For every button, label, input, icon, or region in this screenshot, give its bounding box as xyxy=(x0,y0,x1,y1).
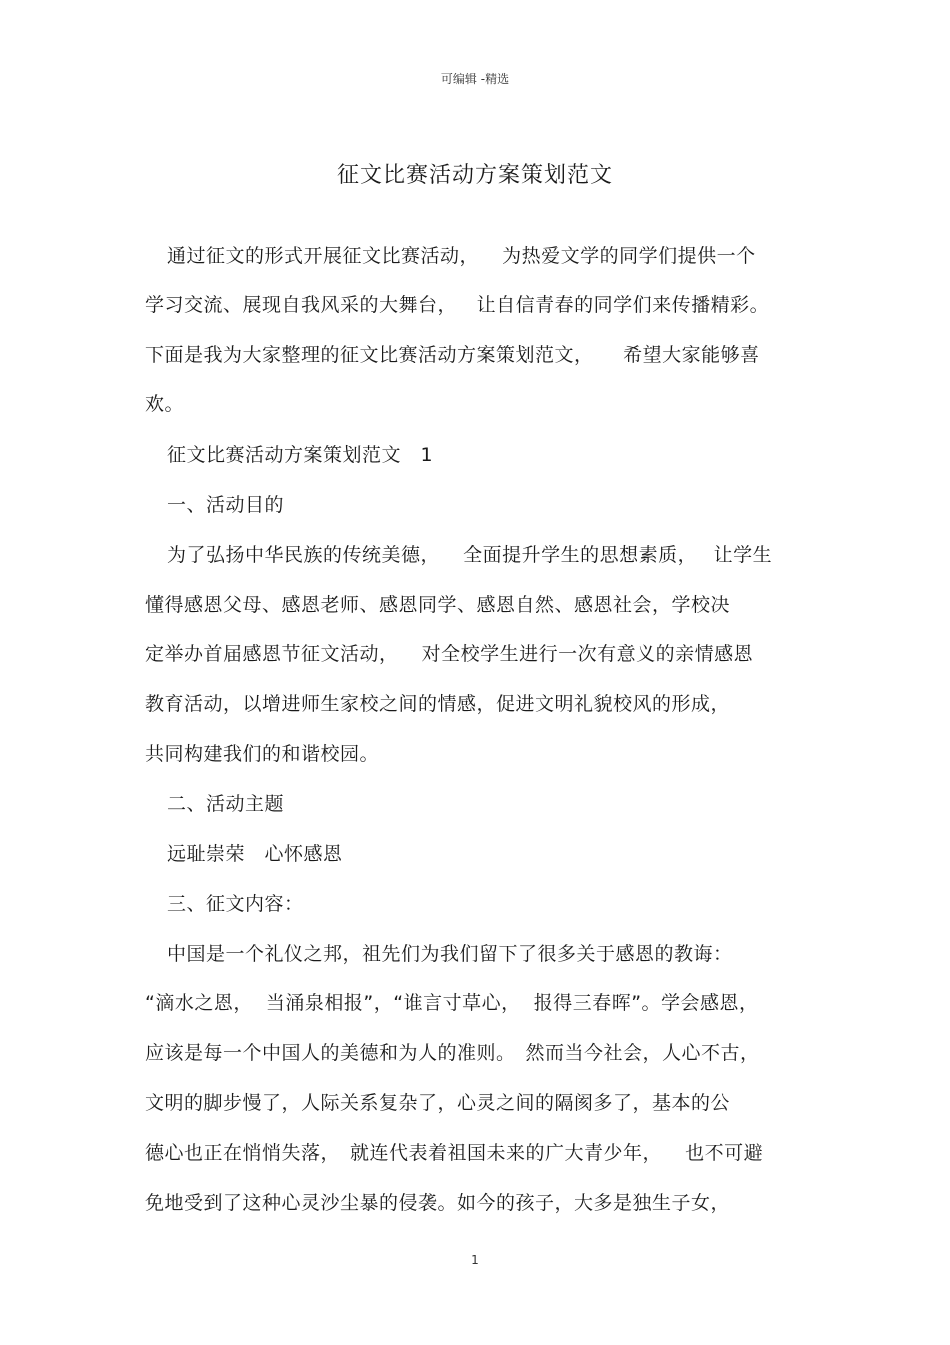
paragraph-line: 懂得感恩父母、感恩老师、感恩同学、感恩自然、感恩社会，学校决 xyxy=(145,594,731,616)
page-number: 1 xyxy=(471,1253,479,1267)
paragraph-line: 免地受到了这种心灵沙尘暴的侵袭。如今的孩子，大多是独生子女， xyxy=(145,1192,731,1214)
paragraph-line: 教育活动，以增进师生家校之间的情感，促进文明礼貌校风的形成， xyxy=(145,693,731,715)
paragraph-line: 文明的脚步慢了，人际关系复杂了，心灵之间的隔阂多了，基本的公 xyxy=(145,1092,731,1114)
paragraph-line: “滴水之恩， 当涌泉相报”，“谁言寸草心， 报得三春晖”。学会感恩， xyxy=(145,992,759,1014)
paragraph-line: 定举办首届感恩节征文活动， 对全校学生进行一次有意义的亲情感恩 xyxy=(145,643,754,665)
paragraph-line: 应该是每一个中国人的美德和为人的准则。 然而当今社会，人心不古， xyxy=(145,1042,760,1064)
document-title: 征文比赛活动方案策划范文 xyxy=(336,163,613,188)
paragraph-line: 学习交流、展现自我风采的大舞台， 让自信青春的同学们来传播精彩。 xyxy=(145,294,770,316)
section-heading: 征文比赛活动方案策划范文 1 xyxy=(167,444,434,466)
header-note: 可编辑 -精选 xyxy=(440,72,510,86)
paragraph-line: 下面是我为大家整理的征文比赛活动方案策划范文， 希望大家能够喜 xyxy=(145,344,760,366)
paragraph-line: 共同构建我们的和谐校园。 xyxy=(145,743,380,765)
section-heading: 一、活动目的 xyxy=(167,494,285,516)
paragraph-line: 通过征文的形式开展征文比赛活动， 为热爱文学的同学们提供一个 xyxy=(167,245,756,267)
paragraph-line: 中国是一个礼仪之邦，祖先们为我们留下了很多关于感恩的教诲： xyxy=(167,943,733,965)
section-heading: 三、征文内容： xyxy=(167,893,304,915)
paragraph-line: 欢。 xyxy=(145,393,185,415)
paragraph-line: 为了弘扬中华民族的传统美德， 全面提升学生的思想素质， 让学生 xyxy=(167,544,773,566)
paragraph-line: 远耻崇荣 心怀感恩 xyxy=(167,843,343,865)
paragraph-line: 德心也正在悄悄失落， 就连代表着祖国未来的广大青少年， 也不可避 xyxy=(145,1142,764,1164)
section-heading: 二、活动主题 xyxy=(167,793,285,815)
